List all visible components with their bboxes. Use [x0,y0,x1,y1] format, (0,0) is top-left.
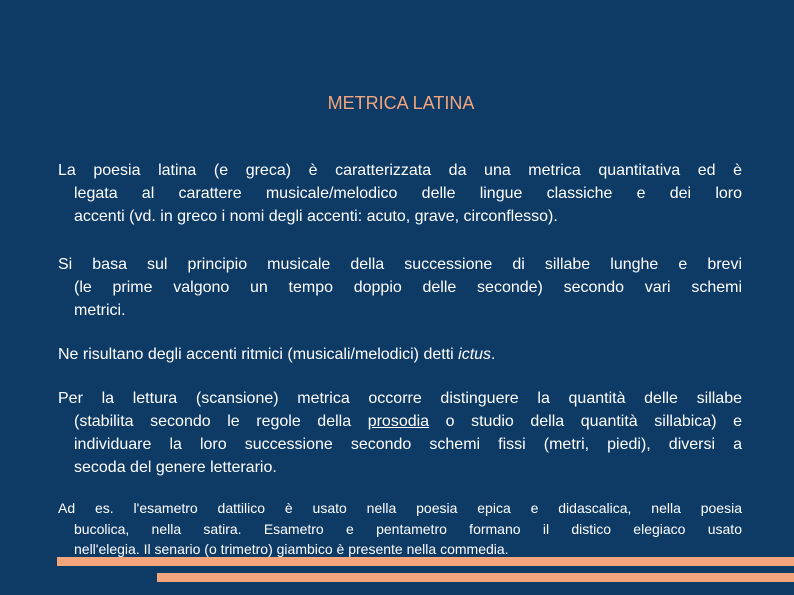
text-line: nell'elegia. Il senario (o trimetro) giambico è presente nella commedia. [74,541,509,557]
text-line: legata al carattere musicale/melodico delle lingue classiche e dei loro [74,185,742,202]
text-line: La poesia latina (e greca) è caratterizzata da una metrica quantitativa ed è [58,162,742,179]
text-line [58,410,742,433]
text-segment: (stabilita secondo le regole della [74,413,368,430]
text-line: secoda del genere letterario. [74,459,277,476]
text-line: accenti (vd. in greco i nomi degli accenti: acuto, grave, circonflesso). [74,208,558,225]
text-segment: Ne risultano degli accenti ritmici (musicali/melodici) detti [58,346,459,363]
paragraph-principio-musicale [58,253,742,322]
decorative-bar-bottom [157,573,794,582]
text-line: Ad es. l'esametro dattilico è usato nella poesia epica e didascalica, nella poesia [58,500,742,516]
paragraph-esempi [58,498,742,560]
slide-title: METRICA LATINA [327,93,475,113]
text-line: (le prime valgono un tempo doppio delle seconde) secondo vari schemi [74,279,742,296]
decorative-bar-top [57,557,794,566]
prosodia-link[interactable]: prosodia [367,413,430,430]
text-line: bucolica, nella satira. Esametro e pentametro formano il distico elegiaco usato [74,520,742,537]
paragraph-metrica-quantitativa [58,159,742,228]
text-segment: o studio della quantità sillabica) e [429,413,742,430]
text-segment: . [491,346,496,363]
text-line: Si basa sul principio musicale della successione di sillabe lunghe e brevi [58,256,742,273]
text-line: Per la lettura (scansione) metrica occorre distinguere la quantità delle sillabe [58,390,742,407]
text-line [58,343,742,366]
ictus-term: ictus [458,346,492,363]
text-line: metrici. [74,302,126,319]
paragraph-ictus [58,343,742,366]
text-line: individuare la loro successione secondo schemi fissi (metri, piedi), diversi a [74,436,742,453]
paragraph-scansione [58,387,742,479]
